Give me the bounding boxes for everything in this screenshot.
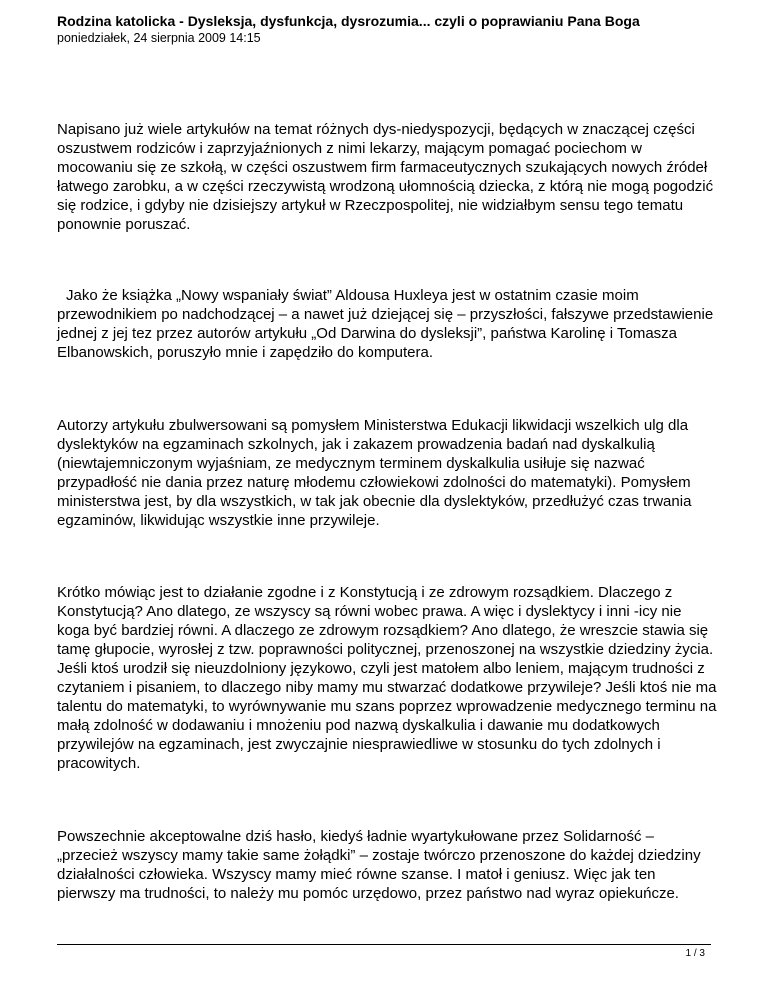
footer-divider (57, 944, 711, 945)
paragraph-1: Napisano już wiele artykułów na temat różnych dys-niedyspozycji, będących w znaczącej części oszustwem rodziców i zaprzyjaźnionych z nimi lekarzy, mającym pomagać pociechom w mocowaniu się ze szkołą, w części oszustwem firm farmaceutycznych szukających nowych źródeł łatwego zarobku, a w części rzeczywistą wrodzoną ułomnością dziecka, z którą nie mogą pogodzić się rodzice, i gdyby nie dzisiejszy artykuł w Rzeczpospolitej, nie widziałbym sensu tego tematu ponownie poruszać. (57, 121, 714, 233)
page-number: 1 / 3 (685, 948, 705, 959)
document-title: Rodzina katolicka - Dysleksja, dysfunkcja, dysrozumia... czyli o poprawianiu Pana Boga (57, 13, 640, 29)
paragraph-5: Powszechnie akceptowalne dziś hasło, kiedyś ładnie wyartykułowane przez Solidarność – „przecież wszyscy mamy takie same żołądki” – zostaje twórczo przenoszone do każdej dziedziny działalności człowieka. Wszyscy mamy mieć równe szanse. I matoł i geniusz. Więc jak ten pierwszy ma trudności, to należy mu pomóc urzędowo, przez państwo nad wyraz opiekuńcze. (57, 828, 701, 902)
paragraph-3: Autorzy artykułu zbulwersowani są pomysłem Ministerstwa Edukacji likwidacji wszelkich ulg dla dyslektyków na egzaminach szkolnych, jak i zakazem prowadzenia badań nad dyskalkulią (niewtajemniczonym wyjaśniam, ze medycznym terminem dyskalkulia usiłuje się nazwać przypadłość nie dania przez naturę młodemu człowiekowi zdolności do matematyki). Pomysłem ministerstwa jest, by dla wszystkich, w tak jak obecnie dla dyslektyków, przedłużyć czas trwania egzaminów, likwidując wszystkie inne przywileje. (57, 417, 692, 529)
document-header (57, 13, 717, 46)
paragraph-4: Krótko mówiąc jest to działanie zgodne i z Konstytucją i ze zdrowym rozsądkiem. Dlaczego z Konstytucją? Ano dlatego, ze wszyscy są równi wobec prawa. A więc i dyslektycy i inni -icy nie koga być bardziej równi. A dlaczego ze zdrowym rozsądkiem? Ano dlatego, że wreszcie stawia się tamę głupocie, wyrosłej z tzw. poprawności politycznej, przenoszonej na wszystkie dziedziny życia. Jeśli ktoś urodził się nieuzdolniony językowo, czyli jest matołem albo leniem, mającym trudności z czytaniem i pisaniem, to dlaczego niby mamy mu stwarzać dodatkowe przywileje? Jeśli ktoś nie ma talentu do matematyki, to wyrównywanie mu szans poprzez wprowadzenie medycznego terminu na małą zdolność w dodawaniu i mnożeniu pod nazwą dyskalkulia i dawanie mu dodatkowych przywilejów na egzaminach, jest zwyczajnie niesprawiedliwe w stosunku do tych zdolnych i pracowitych. (57, 584, 717, 772)
publication-date: poniedziałek, 24 sierpnia 2009 14:15 (57, 31, 261, 45)
paragraph-2: Jako że książka „Nowy wspaniały świat” Aldousa Huxleya jest w ostatnim czasie moim przewodnikiem po nadchodzącej – a nawet już dziejącej się – przyszłości, fałszywe przedstawienie jednej z jej tez przez autorów artykułu „Od Darwina do dysleksji”, państwa Karolinę i Tomasza Elbanowskich, poruszyło mnie i zapędziło do komputera. (57, 287, 714, 361)
article-body (57, 120, 717, 903)
